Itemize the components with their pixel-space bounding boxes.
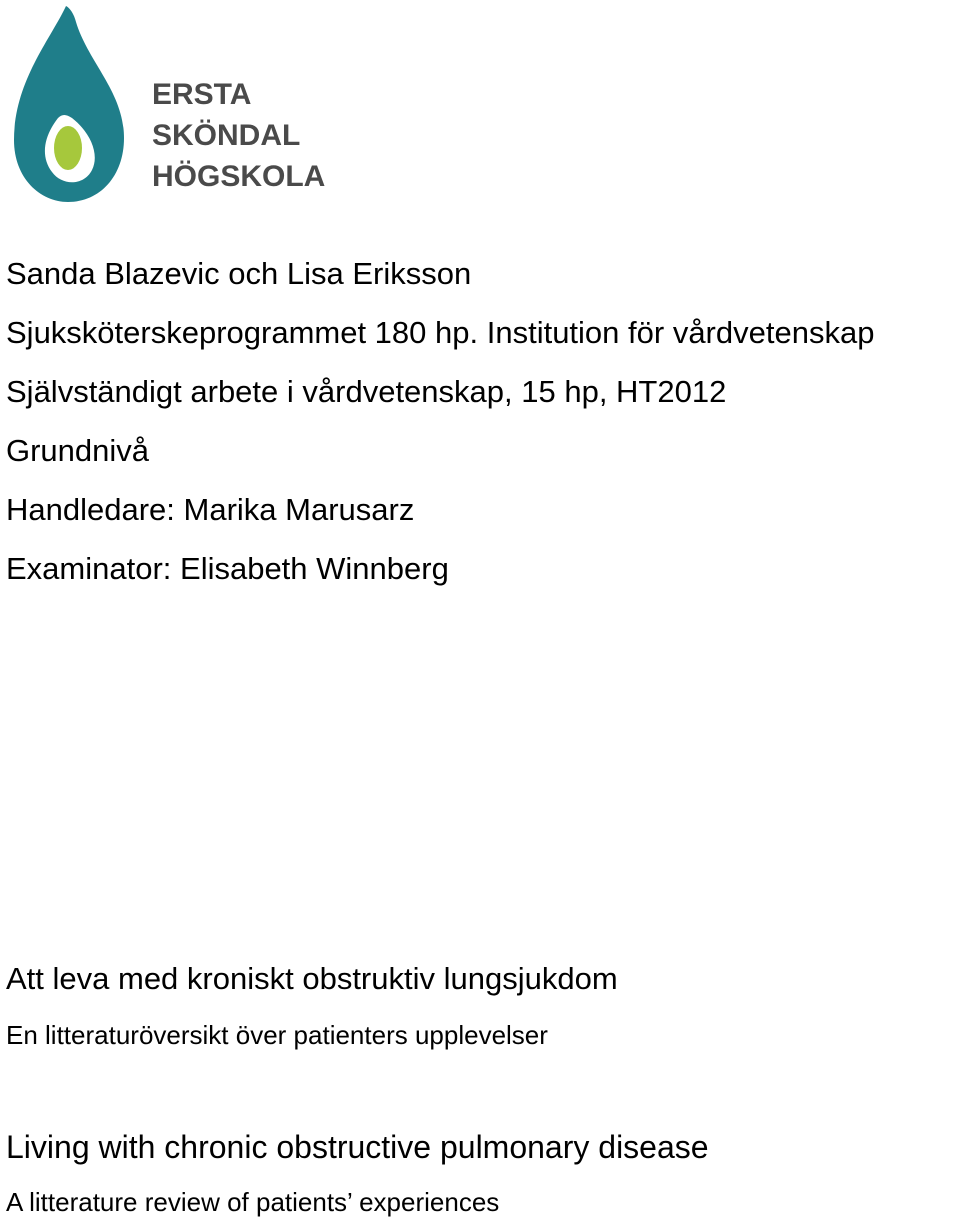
authors: Sanda Blazevic och Lisa Eriksson (6, 256, 472, 291)
logo-text-line3: HÖGSKOLA (152, 160, 326, 193)
seed-icon (54, 126, 82, 170)
course: Självständigt arbete i vårdvetenskap, 15 hp, HT2012 (6, 374, 727, 409)
program: Sjuksköterskeprogrammet 180 hp. Institution för vårdvetenskap (6, 315, 875, 350)
thesis-subtitle-english: A litterature review of patients’ experiences (6, 1187, 500, 1217)
thesis-title-english: Living with chronic obstructive pulmonary disease (6, 1129, 709, 1165)
supervisor: Handledare: Marika Marusarz (6, 492, 415, 527)
level: Grundnivå (6, 433, 150, 468)
logo-text-line1: ERSTA (152, 78, 252, 111)
examiner: Examinator: Elisabeth Winnberg (6, 551, 449, 586)
university-logo (0, 0, 330, 210)
thesis-title-swedish: Att leva med kroniskt obstruktiv lungsjukdom (6, 961, 618, 996)
thesis-subtitle-swedish: En litteraturöversikt över patienters upplevelser (6, 1020, 548, 1050)
logo-text-line2: SKÖNDAL (152, 119, 301, 152)
